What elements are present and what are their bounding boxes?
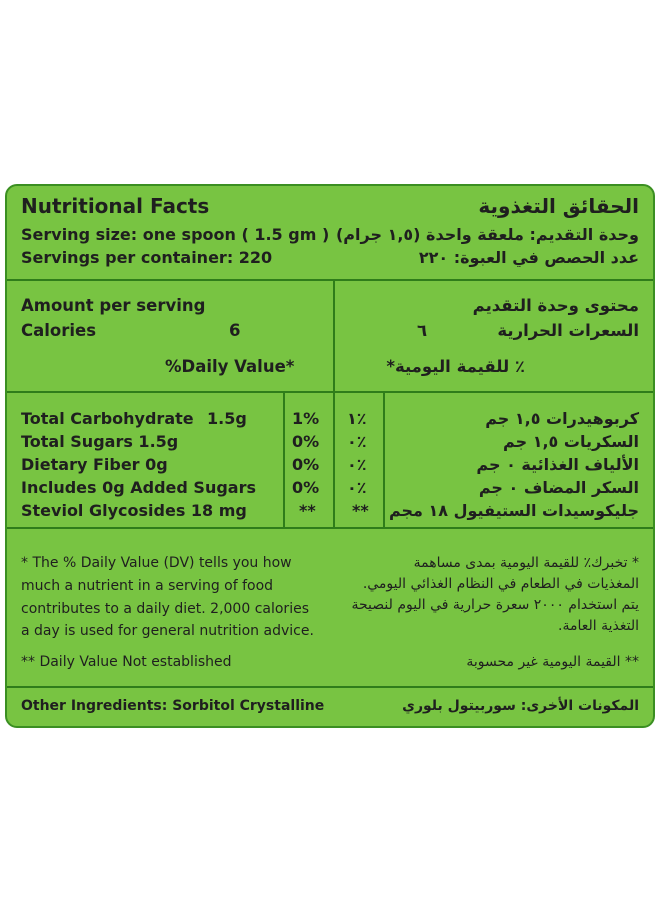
footnote-line: المغذيات في الطعام في النظام الغذائي اليومي. [362,576,639,592]
nutrient-dv-ar: ١٪ [347,409,367,428]
title-ar: الحقائق التغذوية [478,194,639,218]
nutrient-dv-ar: ٠٪ [347,478,367,497]
nutrient-dv-en: 0% [292,432,320,451]
nutrient-dv-en: 0% [292,455,320,474]
nutrient-name-en: Total Carbohydrate [21,409,194,428]
serving-size-ar: وحدة التقديم: ملعقة واحدة (١,٥ جرام) [335,225,639,244]
amount-per-serving-en: Amount per serving [21,296,206,315]
table-column-divider [283,391,285,527]
divider [7,527,653,529]
footnote-line: * تخبرك٪ للقيمة اليومية بمدى مساهمة [413,555,639,571]
nutrient-dv-ar: ** [352,501,369,520]
divider [7,686,653,688]
nutrition-facts-panel [5,184,655,728]
footnote-line: much a nutrient in a serving of food [21,578,274,594]
calories-label-en: Calories [21,321,97,340]
servings-per-container-ar: عدد الحصص في العبوة: ٢٢٠ [418,248,639,267]
nutrient-dv-en: ** [299,501,316,520]
daily-value-header-ar: ٪ للقيمة اليومية* [386,357,525,376]
nutrient-name-en: Steviol Glycosides 18 mg [21,501,247,520]
footnote-line: * The % Daily Value (DV) tells you how [21,555,292,571]
nutrient-name-en: Dietary Fiber 0g [21,455,168,474]
calories-value-en: 6 [229,321,241,340]
footnote-line: contributes to a daily diet. 2,000 calories [21,601,309,617]
nutrient-amount-en: 1.5g [207,409,247,428]
servings-per-container-en: Servings per container: 220 [21,248,273,267]
serving-size-en: Serving size: one spoon ( 1.5 gm ) [21,225,330,244]
daily-value-header-en: %Daily Value* [165,357,295,376]
nutrient-name-ar: السكر المضاف ٠ جم [478,478,639,497]
table-column-divider [383,391,385,527]
amount-per-serving-ar: محتوى وحدة التقديم [472,296,639,315]
calories-label-ar: السعرات الحرارية [497,321,639,340]
nutrient-dv-ar: ٠٪ [347,455,367,474]
other-ingredients-en: Other Ingredients: Sorbitol Crystalline [21,698,325,714]
calories-value-ar: ٦ [417,321,428,340]
footnote-line: يتم استخدام ٢٠٠٠ سعرة حرارية في اليوم لنصيحة [351,597,639,613]
footnote-line: التغذية العامة. [558,618,639,634]
title-en: Nutritional Facts [21,194,210,218]
nutrient-name-ar: السكريات ١,٥ جم [503,432,639,451]
daily-value-not-established-en: ** Daily Value Not established [21,654,232,670]
nutrient-dv-ar: ٠٪ [347,432,367,451]
footnote-line: a day is used for general nutrition advice. [21,623,314,639]
other-ingredients-ar: المكونات الأخرى: سوربيتول بلوري [402,698,639,714]
nutrient-name-ar: كربوهيدرات ١,٥ جم [485,409,639,428]
divider [7,279,653,281]
nutrient-dv-en: 0% [292,478,320,497]
nutrient-name-en: Includes 0g Added Sugars [21,478,256,497]
nutrient-name-ar: الألياف الغذائية ٠ جم [476,455,639,474]
center-divider [333,279,335,527]
daily-value-not-established-ar: ** القيمة اليومية غير محسوبة [466,654,639,670]
nutrient-name-ar: جليكوسيدات الستيفيول ١٨ مجم [388,501,639,520]
nutrient-dv-en: 1% [292,409,320,428]
divider [7,391,653,393]
nutrient-name-en: Total Sugars 1.5g [21,432,179,451]
